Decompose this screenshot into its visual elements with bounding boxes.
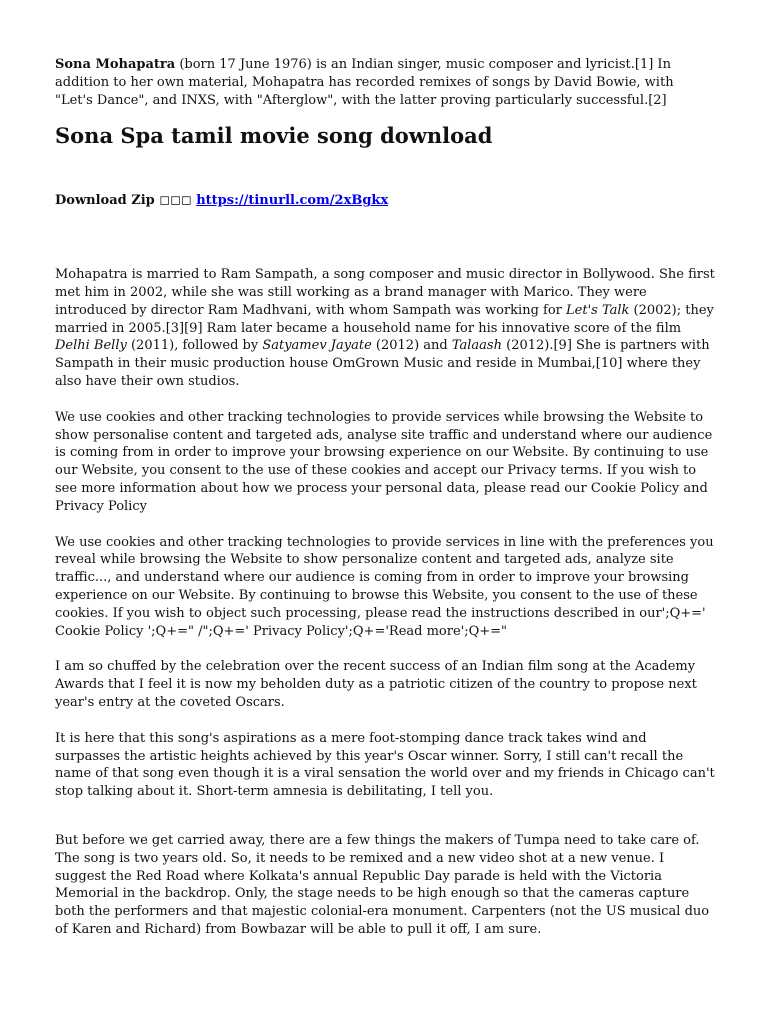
intro-paragraph — [55, 56, 715, 109]
article-body — [55, 56, 715, 939]
paragraph-marriage — [55, 266, 715, 391]
download-link[interactable]: https://tinurll.com/2xBgkx — [196, 193, 389, 209]
paragraph-oscars: I am so chuffed by the celebration over the recent success of an Indian film song at the Academy Awards that I feel it is now my beholden duty as a patriotic citizen of the country to propose next year's entry at the coveted Oscars. — [55, 659, 697, 710]
intro-text: (born 17 June 1976) is an Indian singer, music composer and lyricist.[1] In addition to her own material, Mohapatra has recorded remixes of songs by David Bowie, with "Let's Dance", and INXS, with "Afterglow", with the latter proving particularly successful.[2] — [55, 57, 674, 108]
paragraph-cookies-2: We use cookies and other tracking technologies to provide services in line with the preferences you reveal while browsing the Website to show personalize content and targeted ads, analyze site traffic..., and understand where our audience is coming from in order to improve your browsing experience on our Website. By continuing to browse this Website, you consent to the use of these cookies. If you wish to object such processing, please read the instructions described in our';Q+=' Cookie Policy ';Q+=" /";Q+=' Privacy Policy';Q+='Read more';Q+=" — [55, 534, 714, 639]
page-title: Sona Spa tamil movie song download — [55, 123, 493, 149]
text-run: Mohapatra is married to Ram Sampath, a song composer and music director in Bollywood. She first met him in 2002, while she was still working as a brand manager with Marico. They were introduced by director Ram Madhvani, with whom Sampath was working for — [55, 267, 715, 318]
placeholder-glyphs: ◻◻◻ — [159, 193, 192, 209]
text-run: (2002); they married in 2005.[3][9] Ram later became a household name for his innovative score of the film — [55, 302, 714, 336]
paragraph-tumpa: But before we get carried away, there are a few things the makers of Tumpa need to take care of. The song is two years old. So, it needs to be remixed and a new video shot at a new venue. I suggest the Red Road where Kolkata's annual Republic Day parade is held with the Victoria Memorial in the backdrop. Only, the stage needs to be high enough so that the cameras capture both the performers and that majestic colonial-era monument. Carpenters (not the US musical duo of Karen and Richard) from Bowbazar will be able to pull it off, I am sure. — [55, 832, 710, 937]
text-run: (2011), followed by — [126, 338, 263, 354]
film-title: Let's Talk — [566, 302, 630, 318]
download-line — [55, 192, 715, 210]
subject-name: Sona Mohapatra — [55, 57, 176, 72]
film-title: Talaash — [451, 338, 502, 354]
paragraph-song: It is here that this song's aspirations as a mere foot-stomping dance track takes wind and surpasses the artistic heights achieved by this year's Oscar winner. Sorry, I still can't recall the name of that song even though it is a viral sensation the world over and my friends in Chicago can't stop talking about it. Short-term amnesia is debilitating, I tell you. — [55, 730, 715, 800]
download-label: Download Zip — [55, 193, 155, 209]
paragraph-cookies-1: We use cookies and other tracking technologies to provide services while browsing the Website to show personalise content and targeted ads, analyse site traffic and understand where our audience is coming from in order to improve your browsing experience on our Website. By continuing to use our Website, you consent to the use of these cookies and accept our Privacy terms. If you wish to see more information about how we process your personal data, please read our Cookie Policy and Privacy Policy — [55, 409, 713, 514]
film-title: Satyamev Jayate — [262, 338, 372, 354]
text-run: (2012) and — [371, 338, 452, 354]
film-title: Delhi Belly — [55, 338, 127, 354]
text-run: (2012).[9] She is partners with Sampath in their music production house OmGrown Music and reside in Mumbai,[10] where they also have their own studios. — [55, 338, 710, 389]
